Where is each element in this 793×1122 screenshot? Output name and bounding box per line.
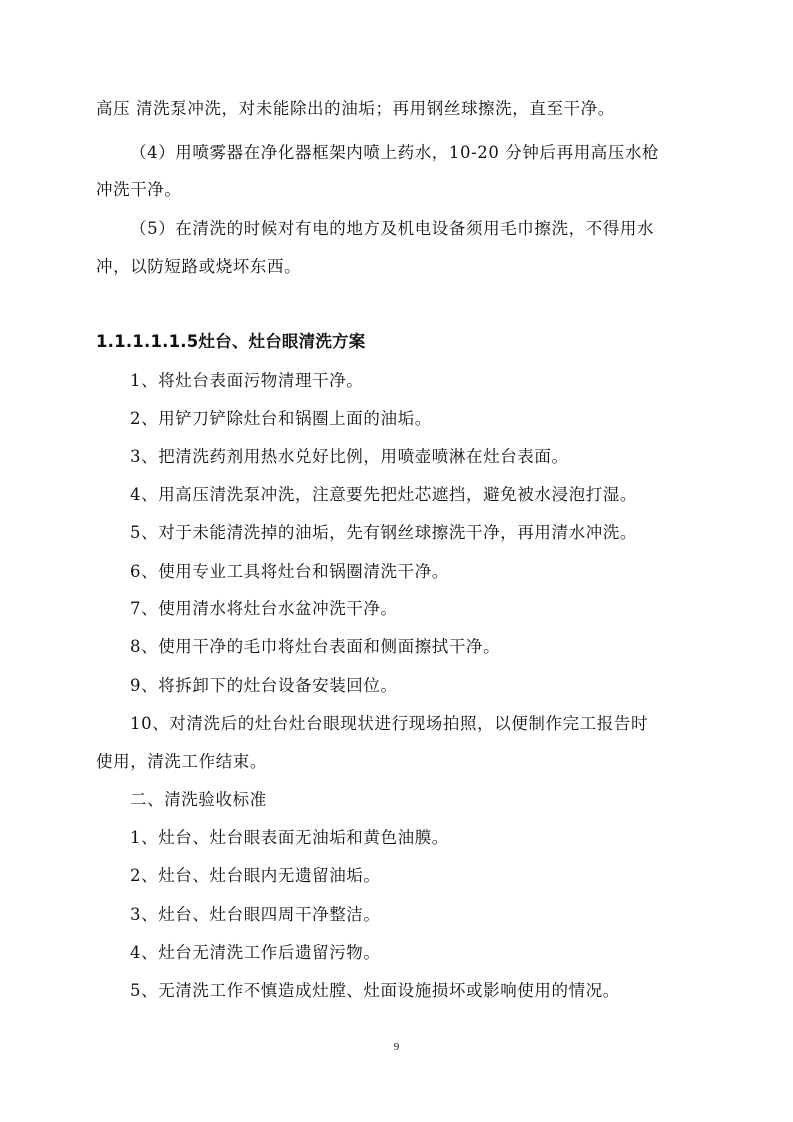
paragraph-line: （4）用喷雾器在净化器框架内喷上药水，10-20 分钟后再用高压水枪 [130,143,660,162]
list-item: 4、用高压清洗泵冲洗，注意要先把灶芯遮挡，避免被水浸泡打湿。 [130,485,637,504]
list-item: 3、把清洗药剂用热水兑好比例，用喷壶喷淋在灶台表面。 [130,447,569,466]
list-item: 9、将拆卸下的灶台设备安装回位。 [130,676,398,695]
list-item: 1、将灶台表面污物清理干净。 [130,371,364,390]
list-item: 7、使用清水将灶台水盆冲洗干净。 [130,599,398,618]
page-number: 9 [393,1041,400,1053]
list-item: 2、用铲刀铲除灶台和锅圈上面的油垢。 [130,409,432,428]
subsection-heading: 二、清洗验收标准 [130,790,267,809]
list-item: 4、灶台无清洗工作后遗留污物。 [130,943,381,962]
list-item: 5、对于未能清洗掉的油垢，先有钢丝球擦洗干净，再用清水冲洗。 [130,523,637,542]
paragraph-line: （5）在清洗的时候对有电的地方及机电设备须用毛巾擦洗，不得用水 [130,219,655,238]
list-item-continuation: 使用，清洗工作结束。 [96,752,267,771]
list-item: 3、灶台、灶台眼四周干净整洁。 [130,905,381,924]
list-item: 2、灶台、灶台眼内无遗留油垢。 [130,866,381,885]
list-item: 6、使用专业工具将灶台和锅圈清洗干净。 [130,562,449,581]
list-item: 5、无清洗工作不慎造成灶膛、灶面设施损坏或影响使用的情况。 [130,981,620,1000]
list-item: 10、对清洗后的灶台灶台眼现状进行现场拍照，以便制作完工报告时 [130,714,649,733]
section-heading: 1.1.1.1.1.5灶台、灶台眼清洗方案 [96,332,366,351]
paragraph-line: 冲，以防短路或烧坏东西。 [96,257,302,276]
paragraph-line: 冲洗干净。 [96,180,182,199]
paragraph-line: 高压 清洗泵冲洗，对未能除出的油垢；再用钢丝球擦洗，直至干净。 [96,99,615,118]
list-item: 8、使用干净的毛巾将灶台表面和侧面擦拭干净。 [130,637,501,656]
list-item: 1、灶台、灶台眼表面无油垢和黄色油膜。 [130,828,449,847]
